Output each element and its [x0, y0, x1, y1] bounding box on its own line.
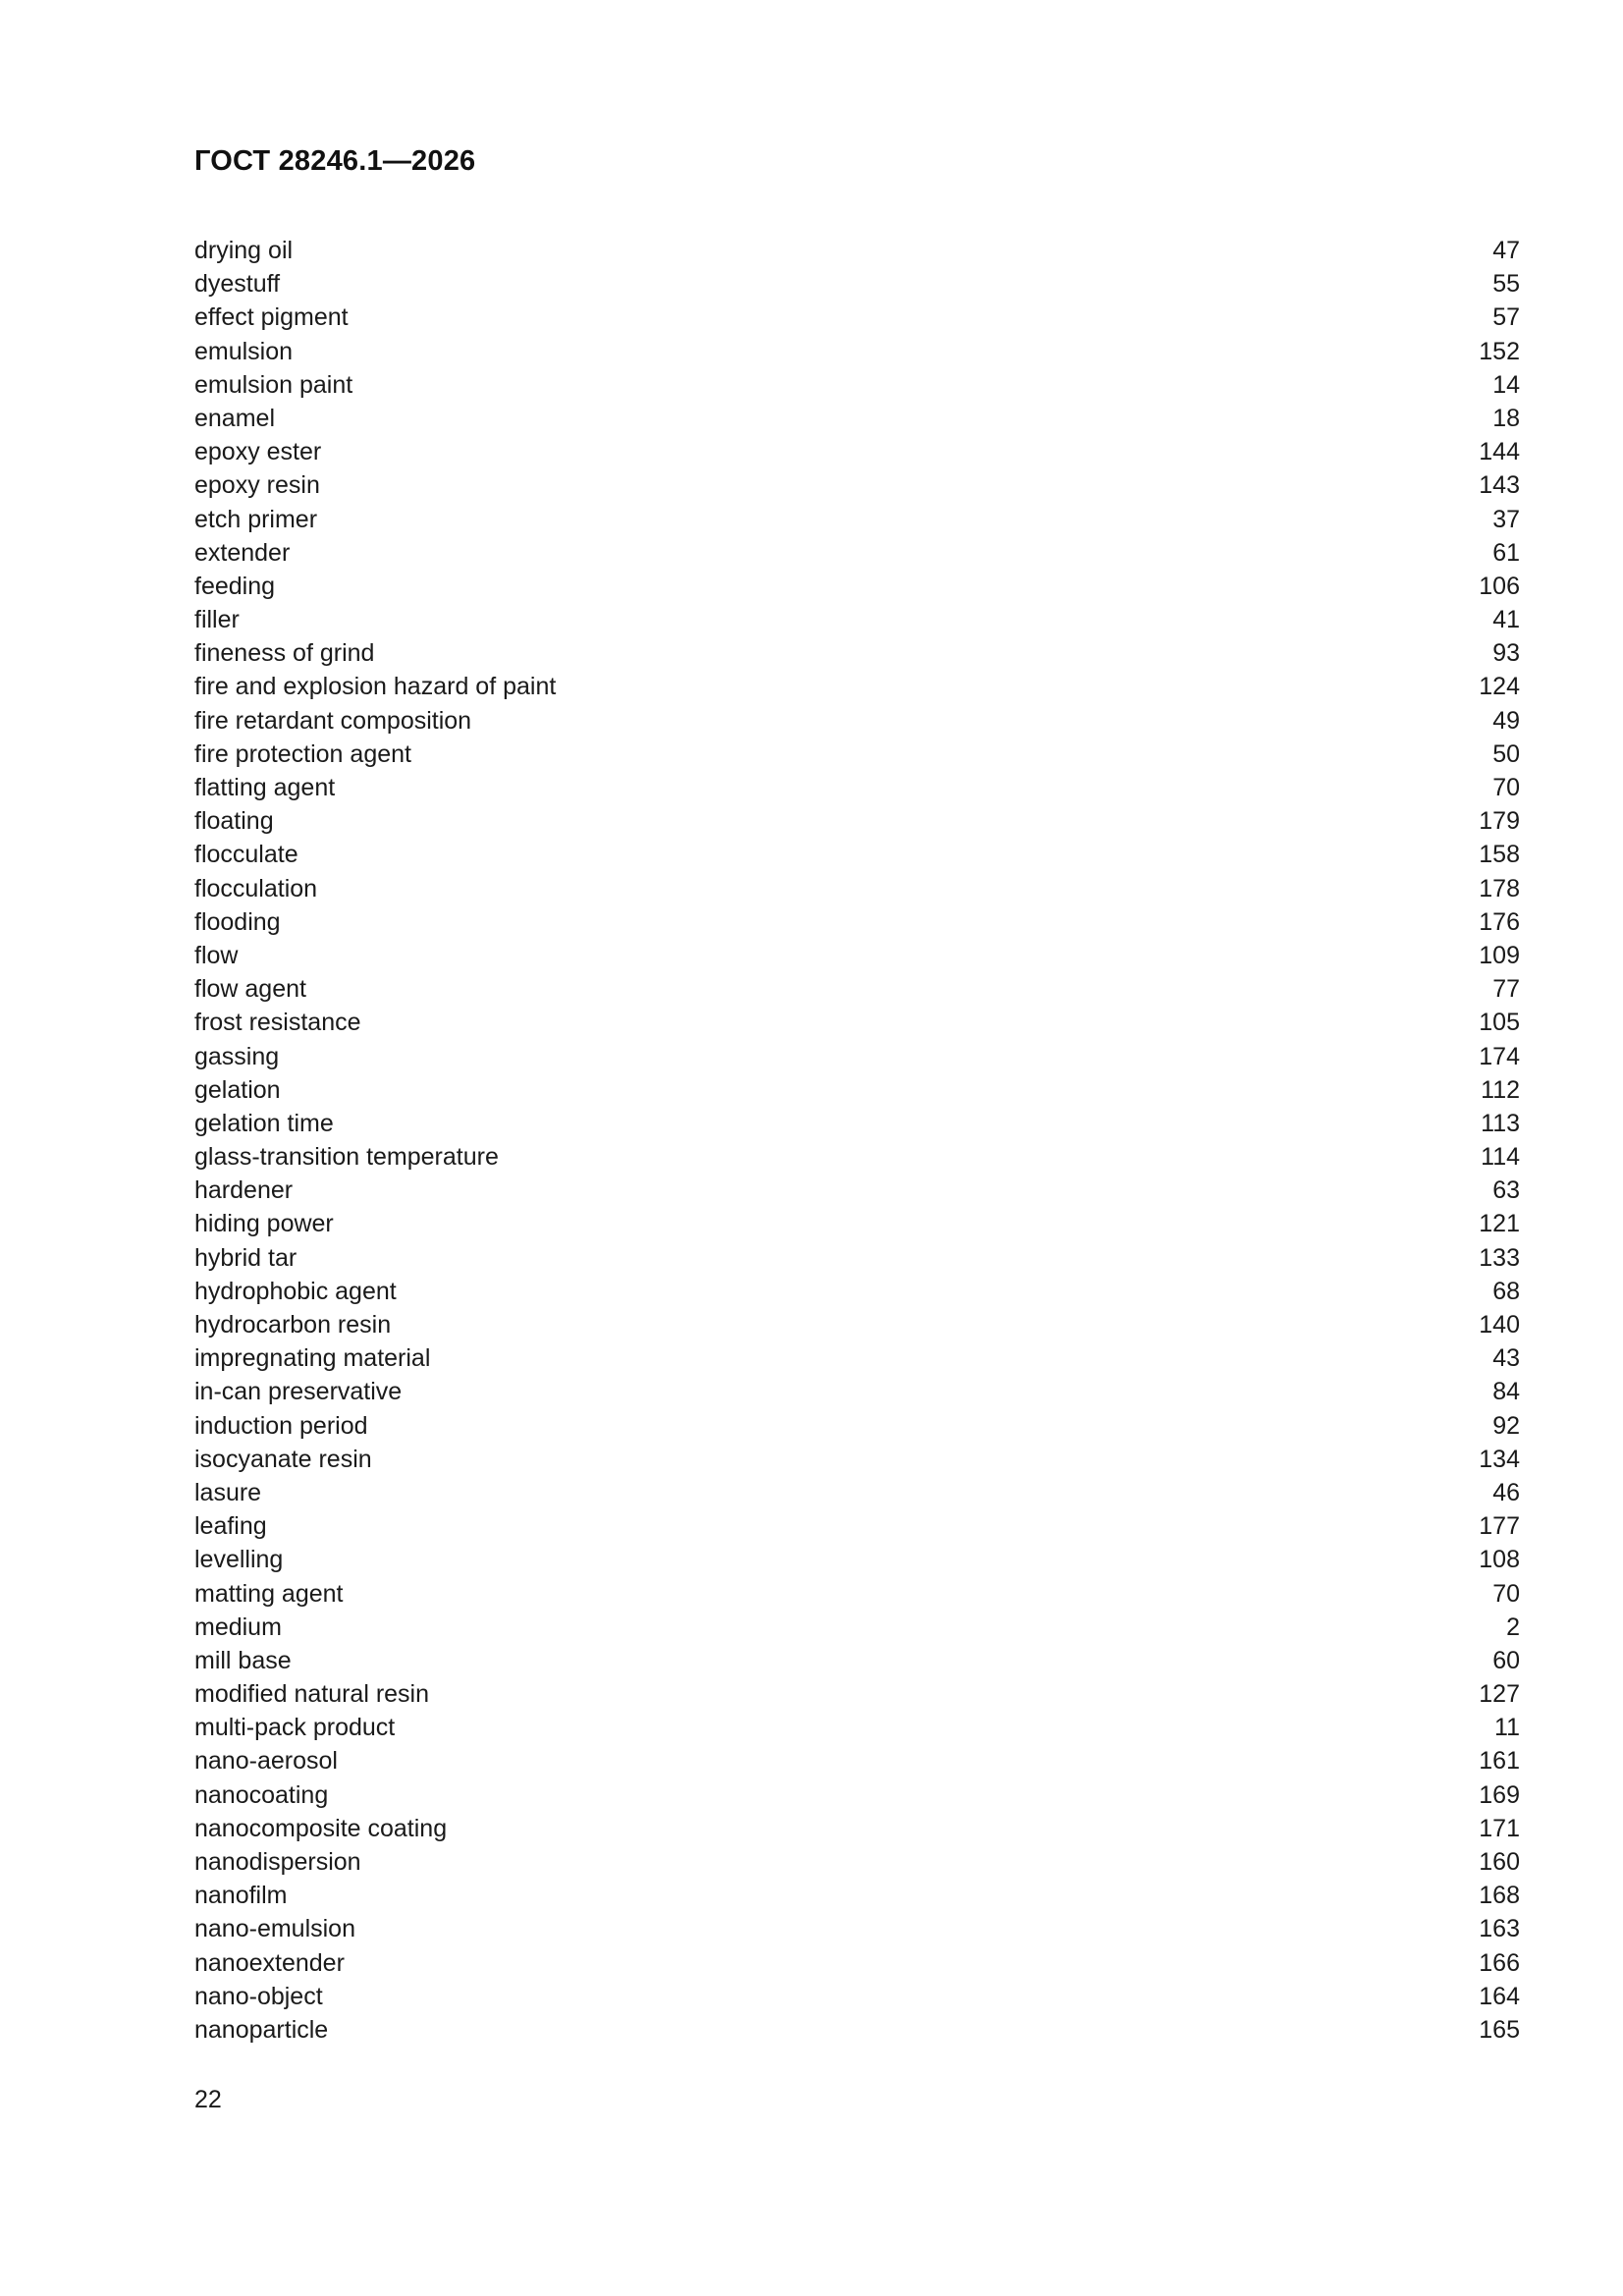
- index-term: matting agent: [194, 1579, 344, 1608]
- index-entry: [194, 1073, 1520, 1107]
- index-entry: [194, 234, 1520, 267]
- index-term-number: 164: [1479, 1982, 1520, 2010]
- index-term: in-can preservative: [194, 1378, 403, 1406]
- index-term: impregnating material: [194, 1344, 431, 1373]
- index-entry: [194, 1711, 1520, 1744]
- index-term: nanoparticle: [194, 2015, 329, 2044]
- index-entry: [194, 1174, 1520, 1207]
- index-term: nano-object: [194, 1982, 323, 2010]
- index-term-number: 158: [1479, 841, 1520, 869]
- document-header: ГОСТ 28246.1—2026: [194, 145, 476, 177]
- index-term: hardener: [194, 1176, 294, 1205]
- index-term-number: 133: [1479, 1243, 1520, 1272]
- index-entry: [194, 536, 1520, 570]
- index-entry: [194, 402, 1520, 435]
- index-entry: [194, 771, 1520, 804]
- index-entry: [194, 1476, 1520, 1509]
- index-entry: [194, 872, 1520, 905]
- index-term: nano-aerosol: [194, 1747, 338, 1776]
- index-term: emulsion paint: [194, 370, 353, 399]
- index-term: gelation time: [194, 1109, 334, 1137]
- index-term-number: 114: [1481, 1143, 1520, 1172]
- index-entry: [194, 1845, 1520, 1879]
- index-entry: [194, 636, 1520, 670]
- index-term: lasure: [194, 1478, 262, 1506]
- index-term: dyestuff: [194, 270, 281, 299]
- index-entry: [194, 738, 1520, 771]
- index-term-number: 121: [1479, 1210, 1520, 1238]
- index-term-number: 41: [1492, 606, 1520, 634]
- index-term: nanocoating: [194, 1780, 329, 1809]
- index-term-number: 93: [1492, 639, 1520, 668]
- index-term-number: 77: [1492, 975, 1520, 1004]
- index-entry: [194, 570, 1520, 603]
- index-term: epoxy resin: [194, 471, 320, 500]
- index-term: nanofilm: [194, 1882, 288, 1910]
- index-term: gelation: [194, 1075, 281, 1104]
- index-entry: [194, 603, 1520, 636]
- index-term: enamel: [194, 404, 275, 432]
- index-term-number: 43: [1492, 1344, 1520, 1373]
- index-entry: [194, 1778, 1520, 1812]
- index-term-number: 160: [1479, 1848, 1520, 1876]
- index-entry: [194, 1308, 1520, 1341]
- index-term: epoxy ester: [194, 438, 322, 466]
- index-entry: [194, 670, 1520, 703]
- index-term: mill base: [194, 1646, 292, 1674]
- index-term: flooding: [194, 907, 281, 936]
- index-term-number: 161: [1479, 1747, 1520, 1776]
- index-term-number: 46: [1492, 1478, 1520, 1506]
- index-term: flatting agent: [194, 774, 336, 801]
- index-entry: [194, 1509, 1520, 1543]
- index-term-number: 169: [1479, 1780, 1520, 1809]
- index-term: nano-emulsion: [194, 1915, 355, 1943]
- index-entry: [194, 1980, 1520, 2013]
- index-entry: [194, 335, 1520, 368]
- index-term-number: 134: [1479, 1445, 1520, 1473]
- index-term-number: 70: [1492, 1579, 1520, 1608]
- index-entry: [194, 1644, 1520, 1677]
- index-term-number: 124: [1479, 673, 1520, 701]
- index-term-number: 106: [1479, 572, 1520, 600]
- index-term-number: 127: [1479, 1680, 1520, 1709]
- index-entry: [194, 368, 1520, 402]
- index-term-number: 2: [1506, 1613, 1520, 1641]
- index-entry: [194, 1409, 1520, 1443]
- index-term-number: 11: [1494, 1714, 1520, 1742]
- index-term-number: 61: [1492, 538, 1520, 567]
- index-term: multi-pack product: [194, 1714, 396, 1742]
- index-term: induction period: [194, 1411, 368, 1440]
- index-term-number: 109: [1479, 941, 1520, 969]
- index-entry: [194, 905, 1520, 939]
- index-term: flow: [194, 941, 239, 969]
- index-term-number: 144: [1479, 438, 1520, 466]
- index-term: nanocomposite coating: [194, 1814, 448, 1842]
- index-entry: [194, 1912, 1520, 1945]
- index-entry: [194, 1677, 1520, 1711]
- index-entry: [194, 301, 1520, 334]
- index-term-number: 152: [1479, 337, 1520, 365]
- index-term-number: 163: [1479, 1915, 1520, 1943]
- index-term-number: 143: [1479, 471, 1520, 500]
- index-term: fire retardant composition: [194, 706, 472, 735]
- index-term-number: 178: [1479, 874, 1520, 902]
- index-entry: [194, 704, 1520, 738]
- index-term: etch primer: [194, 505, 318, 533]
- index-entry: [194, 804, 1520, 838]
- index-entry: [194, 435, 1520, 468]
- index-entry: [194, 1140, 1520, 1174]
- index-term: hybrid tar: [194, 1243, 298, 1272]
- index-term: nanoextender: [194, 1948, 345, 1977]
- index-term-number: 171: [1479, 1814, 1520, 1842]
- index-entry: [194, 267, 1520, 301]
- index-term-number: 165: [1479, 2015, 1520, 2044]
- index-term-number: 68: [1492, 1277, 1520, 1305]
- index-term-number: 63: [1492, 1176, 1520, 1205]
- index-entry: [194, 972, 1520, 1006]
- index-term-number: 37: [1492, 505, 1520, 533]
- index-entry: [194, 1946, 1520, 1980]
- index-term-number: 60: [1492, 1646, 1520, 1674]
- index-term-number: 70: [1492, 774, 1520, 801]
- index-entry: [194, 1443, 1520, 1476]
- index-entry: [194, 1006, 1520, 1039]
- index-term-number: 47: [1492, 237, 1520, 264]
- index-entry: [194, 468, 1520, 502]
- index-term: floating: [194, 807, 274, 836]
- index-entry: [194, 2013, 1520, 2047]
- index-term-number: 55: [1492, 270, 1520, 299]
- index-entry: [194, 939, 1520, 972]
- index-term: glass-transition temperature: [194, 1143, 499, 1172]
- index-term-number: 140: [1479, 1311, 1520, 1339]
- index-entry: [194, 1040, 1520, 1073]
- index-term: modified natural resin: [194, 1680, 430, 1709]
- index-term: drying oil: [194, 237, 294, 264]
- index-term-number: 50: [1492, 739, 1520, 768]
- alphabetical-index-list: [194, 234, 1520, 2047]
- index-term: leafing: [194, 1512, 267, 1541]
- index-term: fire and explosion hazard of paint: [194, 673, 557, 701]
- index-term-number: 57: [1492, 303, 1520, 332]
- index-entry: [194, 1543, 1520, 1576]
- index-entry: [194, 1879, 1520, 1912]
- index-term-number: 49: [1492, 706, 1520, 735]
- index-term: fineness of grind: [194, 639, 375, 668]
- index-entry: [194, 1107, 1520, 1140]
- index-term: hiding power: [194, 1210, 334, 1238]
- index-term: isocyanate resin: [194, 1445, 372, 1473]
- index-term-number: 113: [1481, 1109, 1520, 1137]
- index-term: frost resistance: [194, 1009, 361, 1037]
- index-entry: [194, 838, 1520, 871]
- index-term: flow agent: [194, 975, 306, 1004]
- index-term-number: 92: [1492, 1411, 1520, 1440]
- index-term-number: 168: [1479, 1882, 1520, 1910]
- index-term: emulsion: [194, 337, 294, 365]
- index-term: fire protection agent: [194, 739, 411, 768]
- index-term: filler: [194, 606, 240, 634]
- index-term-number: 174: [1479, 1042, 1520, 1070]
- index-term-number: 177: [1479, 1512, 1520, 1541]
- index-term: flocculate: [194, 841, 298, 869]
- index-term-number: 108: [1479, 1546, 1520, 1574]
- index-entry: [194, 1341, 1520, 1375]
- index-term-number: 179: [1479, 807, 1520, 836]
- index-term-number: 112: [1481, 1075, 1520, 1104]
- index-term: medium: [194, 1613, 282, 1641]
- index-term: effect pigment: [194, 303, 349, 332]
- index-term: extender: [194, 538, 291, 567]
- index-entry: [194, 1744, 1520, 1777]
- index-term: nanodispersion: [194, 1848, 361, 1876]
- index-term-number: 84: [1492, 1378, 1520, 1406]
- index-entry: [194, 1207, 1520, 1240]
- index-term: flocculation: [194, 874, 318, 902]
- index-entry: [194, 1812, 1520, 1845]
- index-term-number: 18: [1492, 404, 1520, 432]
- index-term-number: 166: [1479, 1948, 1520, 1977]
- index-term: gassing: [194, 1042, 280, 1070]
- index-term: feeding: [194, 572, 276, 600]
- index-entry: [194, 1241, 1520, 1275]
- index-term: levelling: [194, 1546, 284, 1574]
- index-entry: [194, 1577, 1520, 1611]
- index-term: hydrocarbon resin: [194, 1311, 392, 1339]
- index-term-number: 14: [1492, 370, 1520, 399]
- index-term: hydrophobic agent: [194, 1277, 397, 1305]
- index-entry: [194, 503, 1520, 536]
- index-entry: [194, 1275, 1520, 1308]
- index-term-number: 176: [1479, 907, 1520, 936]
- index-entry: [194, 1611, 1520, 1644]
- index-term-number: 105: [1479, 1009, 1520, 1037]
- page-number: 22: [194, 2086, 222, 2113]
- index-entry: [194, 1375, 1520, 1408]
